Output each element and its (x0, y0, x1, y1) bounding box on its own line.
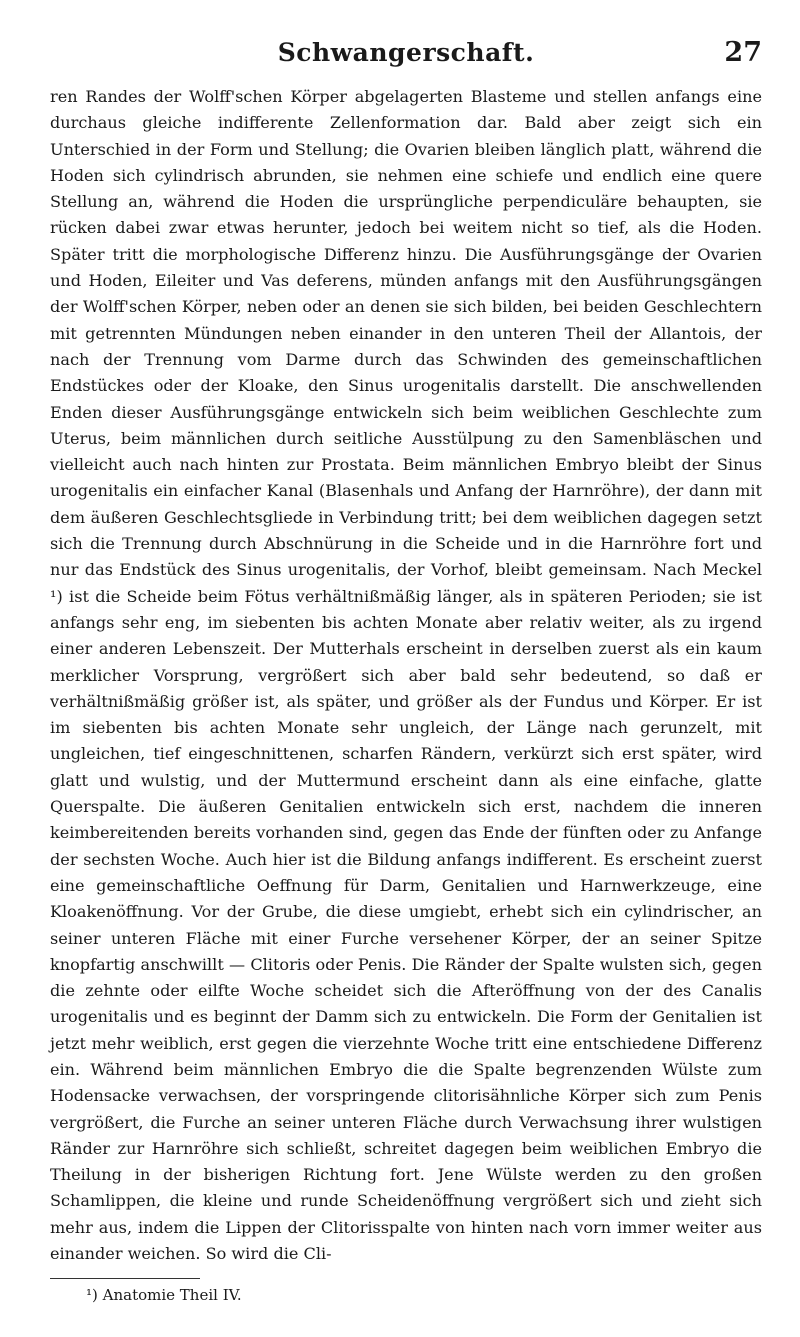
page-number: 27 (724, 37, 762, 68)
body-paragraph: ren Randes der Wolff'schen Körper abgelagerten Blasteme und stellen anfangs eine durchaus gleiche indifferente Zellenformation dar. Bald aber zeigt sich ein Unterschied in der Form und Stellung; die Ovarien bleiben länglich platt, während die Hoden sich cylindrisch abrunden, sie nehmen eine schiefe und endlich eine quere Stellung an, während die Hoden die ursprüngliche perpendiculäre behaupten, sie rücken dabei zwar etwas herunter, jedoch bei weitem nicht so tief, als die Hoden. Später tritt die morphologische Differenz hinzu. Die Ausführungsgänge der Ovarien und Hoden, Eileiter und Vas deferens, münden anfangs mit den Ausführungsgängen der Wolff'schen Körper, neben oder an denen sie sich bilden, bei beiden Geschlechtern mit getrennten Mündungen neben einander in den unteren Theil der Allantois, der nach der Trennung vom Darme durch das Schwinden des gemeinschaftlichen Endstückes oder der Kloake, den Sinus urogenitalis darstellt. Die anschwellenden Enden dieser Ausführungsgänge entwickeln sich beim weiblichen Geschlechte zum Uterus, beim männlichen durch seitliche Ausstülpung zu den Samenbläschen und vielleicht auch nach hinten zur Prostata. Beim männlichen Embryo bleibt der Sinus urogenitalis ein einfacher Kanal (Blasenhals und Anfang der Harnröhre), der dann mit dem äußeren Geschlechtsgliede in Verbindung tritt; bei dem weiblichen dagegen setzt sich die Trennung durch Abschnürung in die Scheide und in die Harnröhre fort und nur das Endstück des Sinus urogenitalis, der Vorhof, bleibt gemeinsam. Nach Meckel ¹) ist die Scheide beim Fötus verhältnißmäßig länger, als in späteren Perioden; sie ist anfangs sehr eng, im siebenten bis achten Monate aber relativ weiter, als zu irgend einer anderen Lebenszeit. Der Mutterhals erscheint in derselben zuerst als ein kaum merklicher Vorsprung, vergrößert sich aber bald sehr bedeutend, so daß er verhältnißmäßig größer ist, als später, und größer als der Fundus und Körper. Er ist im siebenten bis achten Monate sehr ungleich, der Länge nach gerunzelt, mit ungleichen, tief eingeschnittenen, scharfen Rändern, verkürzt sich erst später, wird glatt und wulstig, und der Muttermund erscheint dann als eine einfache, glatte Querspalte. Die äußeren Genitalien entwickeln sich erst, nachdem die inneren keimbereitenden bereits vorhanden sind, gegen das Ende der fünften oder zu Anfange der sechsten Woche. Auch hier ist die Bildung anfangs indifferent. Es erscheint zuerst eine gemeinschaftliche Oeffnung für Darm, Genitalien und Harnwerkzeuge, eine Kloakenöffnung. Vor der Grube, die diese umgiebt, erhebt sich ein cylindrischer, an seiner unteren Fläche mit einer Furche versehener Körper, der an seiner Spitze knopfartig anschwillt — Clitoris oder Penis. Die Ränder der Spalte wulsten sich, gegen die zehnte oder eilfte Woche scheidet sich die Afteröffnung von der des Canalis urogenitalis und es beginnt der Damm sich zu entwickeln. Die Form der Genitalien ist jetzt mehr weiblich, erst gegen die vierzehnte Woche tritt eine entschiedene Differenz ein. Während beim männlichen Embryo die die Spalte begrenzenden Wülste zum Hodensacke verwachsen, der vorspringende clitorisähnliche Körper sich zum Penis vergrößert, die Furche an seiner unteren Fläche durch Verwachsung ihrer wulstigen Ränder zur Harnröhre sich schließt, schreitet dagegen beim weiblichen Embryo die Theilung in der bisherigen Richtung fort. Jene Wülste werden zu den großen Schamlippen, die kleine und runde Scheidenöffnung vergrößert sich und zieht sich mehr aus, indem die Lippen der Clitorisspalte von hinten nach vorn immer weiter aus einander weichen. So wird die Cli- (50, 87, 762, 1264)
page-header (50, 0, 762, 84)
footnote-divider (50, 1278, 200, 1279)
footnote: ¹) Anatomie Theil IV. (86, 1286, 242, 1304)
running-title: Schwangerschaft. (277, 38, 535, 67)
